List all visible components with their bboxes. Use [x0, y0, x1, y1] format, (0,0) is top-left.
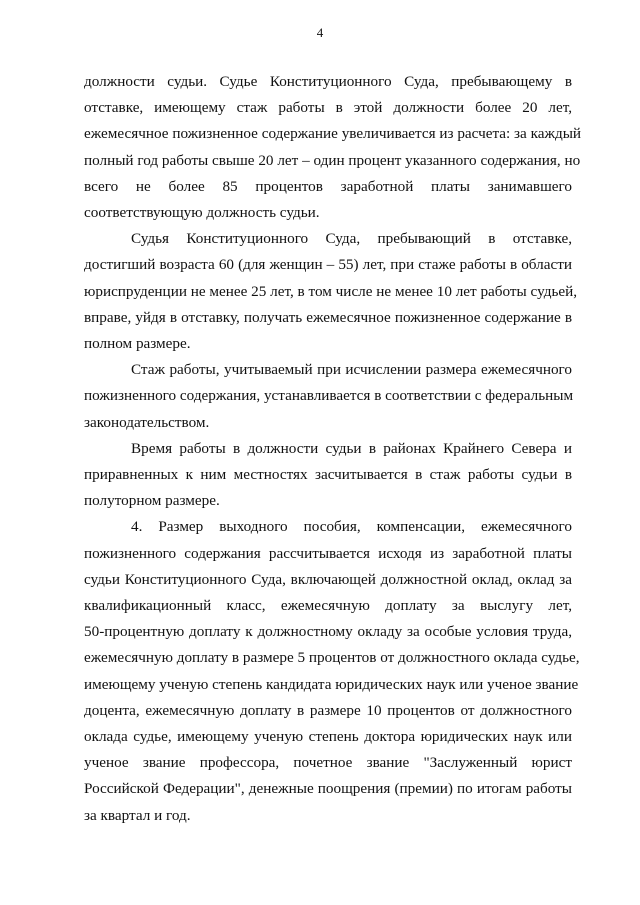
text-line: оклада судье, имеющему ученую степень доктора юридических наук или: [84, 728, 572, 746]
text-line: полный год работы свыше 20 лет – один процент указанного содержания, но: [84, 151, 581, 169]
text-line: Стаж работы, учитываемый при исчислении размера ежемесячного: [131, 361, 572, 379]
document-body: [84, 69, 582, 829]
text-line: Время работы в должности судьи в районах Крайнего Севера и: [131, 439, 572, 457]
text-line: квалификационный класс, ежемесячную доплату за выслугу лет,: [84, 597, 572, 615]
paragraph-retirement-age: [84, 226, 578, 357]
text-line: должности судьи. Судье Конституционного Суда, пребывающему в: [84, 73, 572, 90]
text-line: Судья Конституционного Суда, пребывающий в отставке,: [131, 230, 572, 248]
page-number: 4: [316, 25, 324, 40]
paragraph-continuation: [84, 69, 582, 226]
text-line: пожизненного содержания, устанавливается в соответствии с федеральным: [84, 387, 574, 405]
text-line: отставке, имеющему стаж работы в этой должности более 20 лет,: [84, 99, 572, 117]
text-line: юриспруденции не менее 25 лет, в том числе не менее 10 лет работы судьей,: [84, 282, 578, 300]
text-line: достигший возраста 60 (для женщин – 55) лет, при стаже работы в области: [84, 256, 572, 274]
text-line: имеющему ученую степень кандидата юридических наук или ученое звание: [84, 675, 579, 693]
text-line: судьи Конституционного Суда, включающей должностной оклад, оклад за: [84, 570, 572, 588]
text-line: ученое звание профессора, почетное звание "Заслуженный юрист: [84, 754, 572, 772]
text-line: 50-процентную доплату к должностному окладу за особые условия труда,: [84, 623, 572, 641]
text-line: вправе, уйдя в отставку, получать ежемесячное пожизненное содержание в: [84, 308, 572, 326]
text-line: соответствующую должность судьи.: [84, 204, 320, 222]
text-line: доцента, ежемесячную доплату в размере 10 процентов от должностного: [84, 701, 572, 719]
text-line: Российской Федерации", денежные поощрения (премии) по итогам работы: [84, 780, 572, 798]
text-line: 4. Размер выходного пособия, компенсации, ежемесячного: [131, 518, 572, 536]
text-line: ежемесячное пожизненное содержание увеличивается из расчета: за каждый: [84, 125, 582, 143]
text-line: приравненных к ним местностях засчитывается в стаж работы судьи в: [84, 466, 572, 484]
text-line: полном размере.: [84, 335, 191, 353]
text-line: за квартал и год.: [84, 806, 191, 824]
text-line: полуторном размере.: [84, 492, 220, 510]
text-line: ежемесячную доплату в размере 5 процентов от должностного оклада судье,: [84, 649, 580, 667]
paragraph-work-experience: [84, 357, 572, 436]
text-line: всего не более 85 процентов заработной платы занимавшего: [84, 177, 572, 195]
text-line: законодательством.: [84, 413, 210, 431]
text-line: пожизненного содержания рассчитывается исходя из заработной платы: [84, 544, 572, 562]
paragraph-item-4: [84, 514, 580, 828]
paragraph-far-north: [84, 436, 572, 515]
